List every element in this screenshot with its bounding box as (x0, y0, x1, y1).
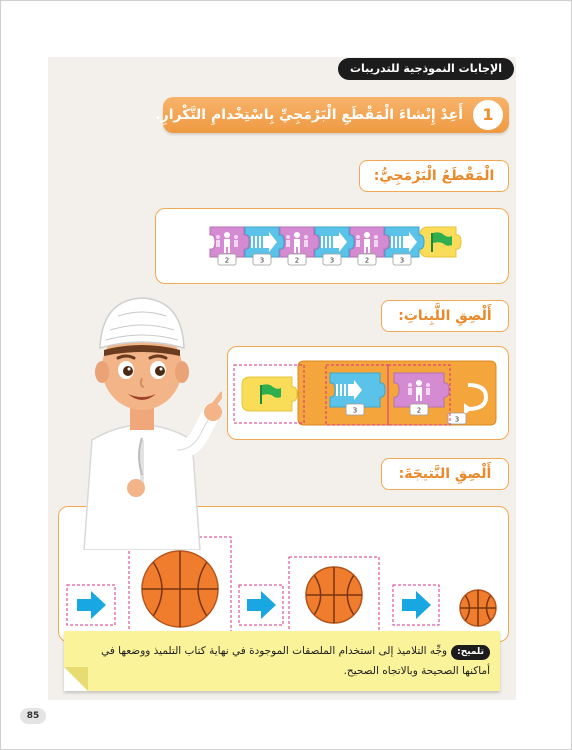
paste-blocks-label: أَلْصِقِ اللَّبِناتِ: (381, 300, 509, 332)
question-text: أَعِدْ إِنْشاءَ الْمَقْطَعِ الْبَرْمَجِيِّ بِاسْتِخْدامِ التَّكْرارِ. (155, 107, 463, 123)
code-sequence-panel (155, 208, 509, 284)
question-bar (155, 97, 509, 133)
code-block-flag-start (420, 227, 461, 257)
flag-icon (431, 233, 433, 252)
person-icon (216, 240, 220, 247)
code-block-move-right (315, 227, 354, 265)
result-item-basketball-small (460, 590, 496, 626)
paste-blocks-svg (228, 347, 508, 439)
result-item-basketball-medium (289, 557, 379, 633)
flag-icon (260, 385, 262, 404)
paste-block-count: 2 (416, 406, 422, 415)
student-character-illustration (62, 290, 222, 550)
code-block-count: 3 (399, 256, 405, 265)
arrow-right-icon (247, 591, 276, 619)
answers-badge: الإجابات النموذجية للتدريبات (338, 58, 514, 80)
arrow-right-icon (402, 591, 431, 619)
arrow-right-icon (77, 591, 106, 619)
code-block-count: 3 (329, 256, 335, 265)
person-icon (408, 388, 412, 395)
code-block-spin-person (350, 227, 389, 265)
code-block-count: 2 (364, 256, 370, 265)
person-icon (356, 240, 360, 247)
result-item-arrow-right (393, 585, 439, 625)
code-block-count: 2 (224, 256, 230, 265)
result-item-arrow-right (239, 585, 283, 625)
tip-text: وجِّه التلاميذ إلى استخدام الملصقات الموجودة في نهاية كتاب التلميذ ووضعها في أماكنها الصحيحة وبالاتجاه الصحيح. (101, 645, 490, 677)
code-block-move-right (385, 227, 424, 265)
code-sequence-svg (156, 209, 508, 283)
paste-block-repeat-loop (298, 361, 496, 425)
result-item-arrow-right (67, 585, 115, 625)
paste-block-count: 3 (352, 406, 358, 415)
code-block-move-right (245, 227, 284, 265)
paste-blocks-panel (227, 346, 509, 440)
tip-note (64, 631, 500, 691)
result-item-basketball-large (129, 537, 231, 641)
code-block-count: 3 (259, 256, 265, 265)
code-block-count: 2 (294, 256, 300, 265)
paste-result-label: أَلْصِقِ النَّتيجَةَ: (381, 458, 509, 490)
paste-block-flag-start (242, 377, 297, 411)
paste-loop-count: 3 (454, 415, 460, 424)
code-block-spin-person (210, 227, 249, 265)
tip-text-wrap (78, 641, 490, 681)
question-number: 1 (473, 100, 503, 130)
person-icon (286, 240, 290, 247)
page-number: 85 (20, 708, 46, 724)
code-block-spin-person (280, 227, 319, 265)
tip-badge: تلميح: (451, 645, 490, 660)
code-section-label: الْمَقْطَعُ الْبَرْمَجِيُّ: (359, 160, 509, 192)
